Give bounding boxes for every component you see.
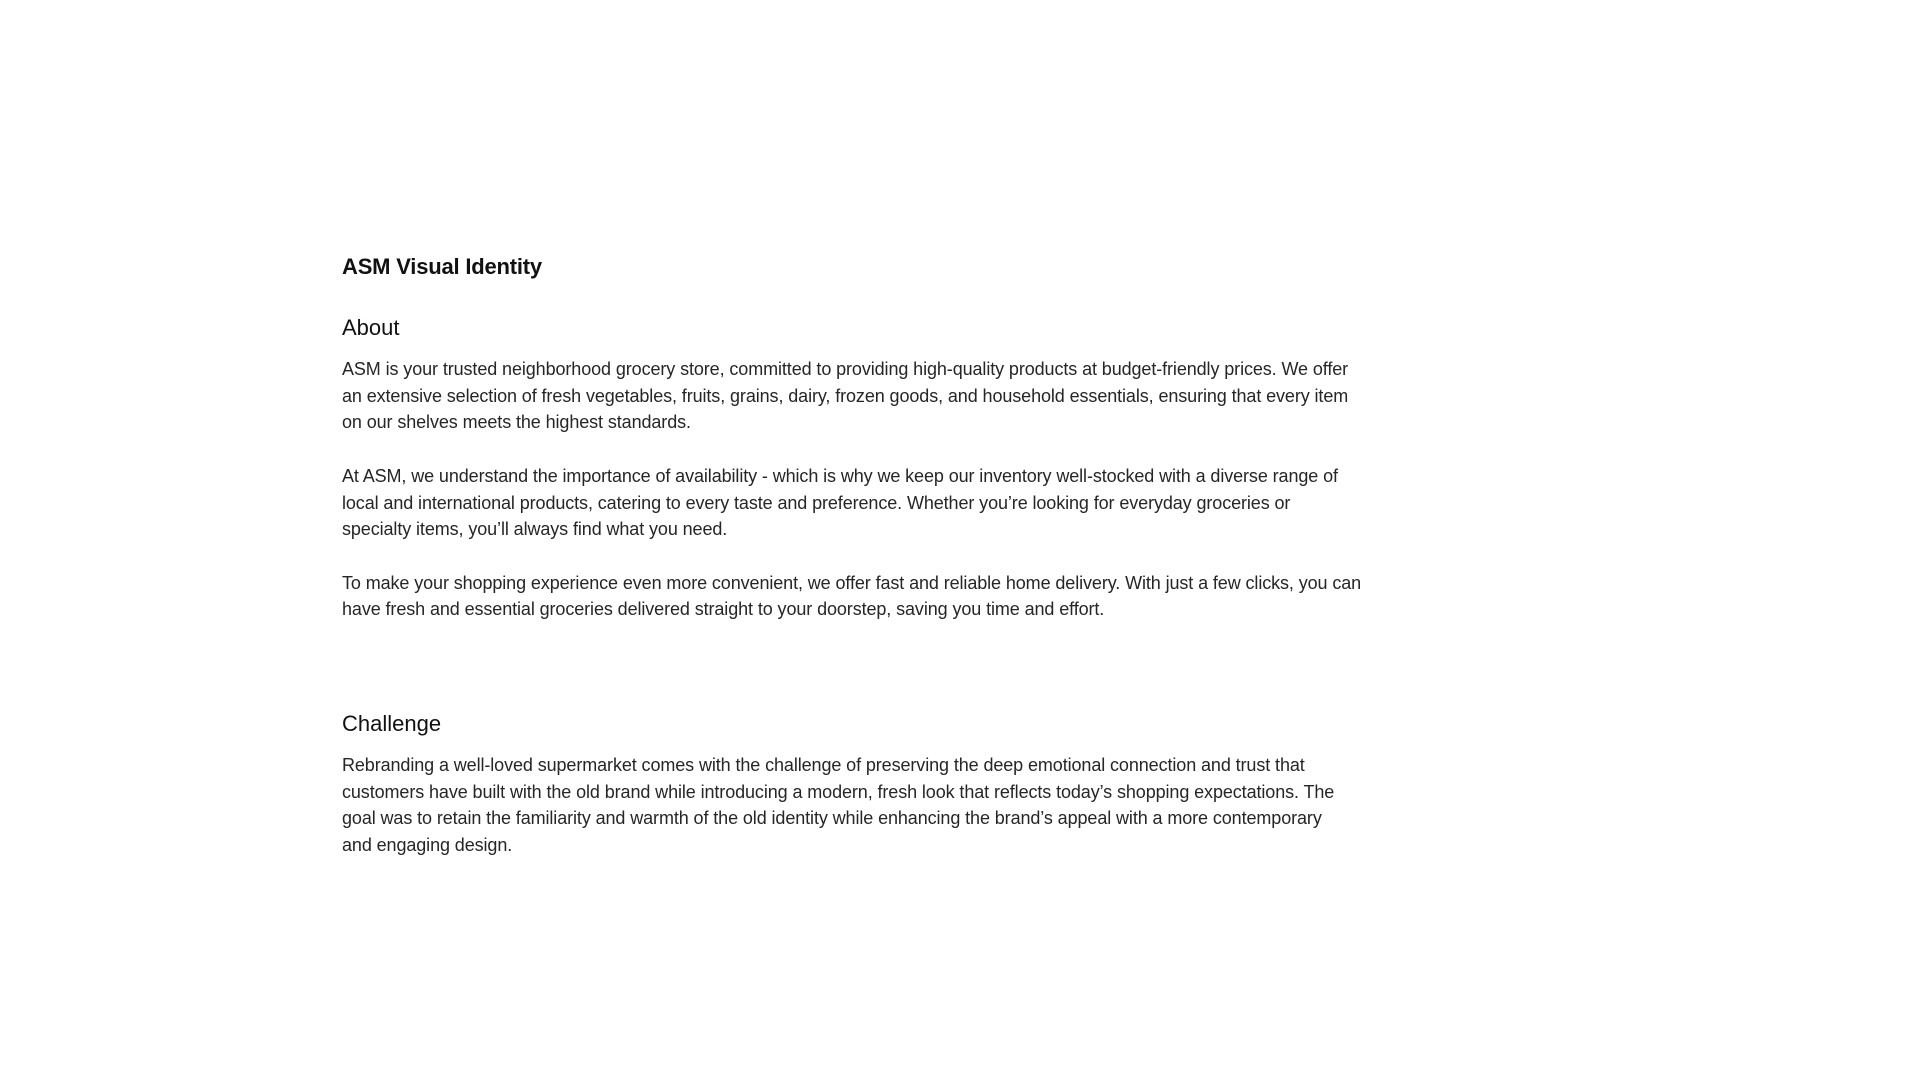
about-body — [342, 356, 1362, 623]
case-study-content — [342, 246, 1362, 859]
about-section — [342, 313, 1362, 623]
challenge-section — [342, 709, 1362, 859]
about-heading: About — [342, 315, 400, 340]
about-paragraph-2: At ASM, we understand the importance of availability - which is why we keep our inventory well-stocked with a diverse range of local and international products, catering to every taste and preference. Whether you’re looking for everyday groceries or specialty items, you’ll always find what you need. — [342, 465, 1338, 540]
challenge-heading: Challenge — [342, 711, 442, 736]
page-title: ASM Visual Identity — [342, 254, 542, 279]
about-paragraph-1: ASM is your trusted neighborhood grocery store, committed to providing high-quality products at budget-friendly prices. We offer an extensive selection of fresh vegetables, fruits, grains, dairy, frozen goods, and household essentials, ensuring that every item on our shelves meets the highest standards. — [342, 359, 1349, 433]
about-paragraph-3: To make your shopping experience even more convenient, we offer fast and reliable home delivery. With just a few clicks, you can have fresh and essential groceries delivered straight to your doorstep, saving you time and effort. — [342, 572, 1362, 620]
challenge-body — [342, 752, 1362, 859]
challenge-paragraph-1: Rebranding a well-loved supermarket comes with the challenge of preserving the deep emotional connection and trust that customers have built with the old brand while introducing a modern, fresh look that reflects today’s shopping expectations. The goal was to retain the familiarity and warmth of the old identity while enhancing the brand’s appeal with a more contemporary and engaging design. — [342, 755, 1335, 856]
